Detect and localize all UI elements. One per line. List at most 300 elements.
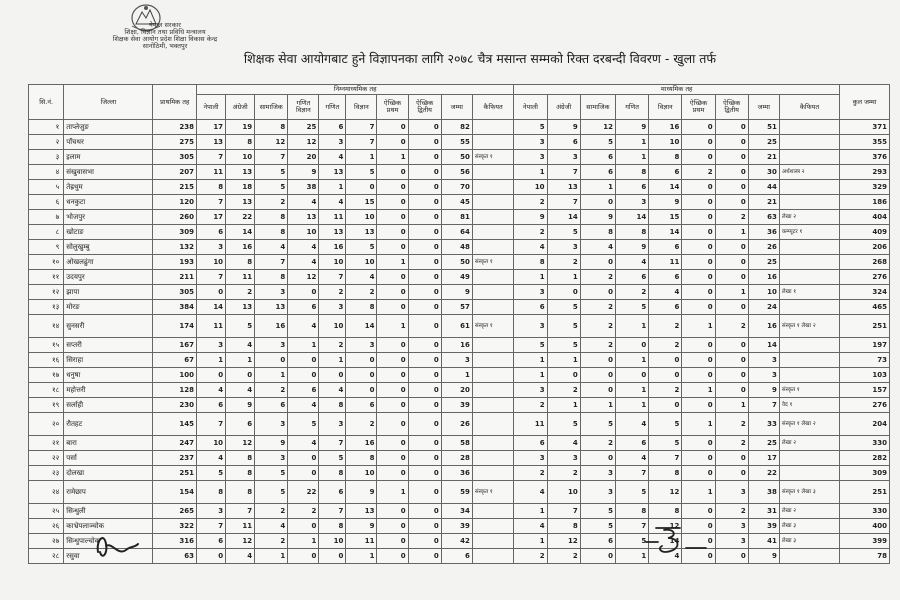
cell-secondary-value: 9 (616, 120, 649, 135)
cell-secondary-value: 14 (649, 180, 682, 195)
cell-secondary-value: 8 (649, 504, 682, 519)
cell-lower-value: 0 (408, 270, 441, 285)
cell-secondary-value: 30 (748, 165, 779, 180)
lower-secondary-group-header: निम्नमाध्यमिक तह (197, 85, 514, 95)
lower-subject-header: विज्ञान (346, 95, 377, 120)
cell-secondary-value: 1 (715, 285, 748, 300)
cell-primary: 215 (153, 180, 197, 195)
cell-secondary-value: 6 (649, 300, 682, 315)
cell-lower-value: 2 (255, 383, 288, 398)
cell-primary: 100 (153, 368, 197, 383)
cell-lower-value: 3 (197, 240, 226, 255)
cell-secondary-value: 14 (748, 338, 779, 353)
cell-lower-value: 0 (288, 451, 319, 466)
cell-primary: 247 (153, 436, 197, 451)
cell-lower-remark (472, 368, 514, 383)
cell-lower-value: 1 (288, 338, 319, 353)
cell-secondary-value: 2 (649, 315, 682, 338)
cell-secondary-value: 2 (580, 338, 615, 353)
cell-lower-value: 7 (197, 519, 226, 534)
cell-secondary-value: 4 (514, 481, 547, 504)
cell-lower-value: 0 (408, 519, 441, 534)
cell-primary: 316 (153, 534, 197, 549)
cell-district: सोलुखुम्बु (64, 240, 153, 255)
cell-district: महोत्तरी (64, 383, 153, 398)
cell-secondary-remark: संस्कृत १ (779, 383, 839, 398)
cell-primary: 260 (153, 210, 197, 225)
cell-secondary-remark (779, 255, 839, 270)
cell-secondary-remark (779, 195, 839, 210)
cell-lower-value: 16 (441, 338, 472, 353)
cell-secondary-value: 5 (580, 504, 615, 519)
cell-lower-value: 4 (288, 436, 319, 451)
cell-lower-value: 49 (441, 270, 472, 285)
cell-secondary-value: 8 (616, 165, 649, 180)
cell-lower-value: 0 (377, 413, 408, 436)
cell-lower-value: 12 (288, 135, 319, 150)
cell-lower-value: 0 (197, 549, 226, 564)
cell-lower-value: 1 (197, 353, 226, 368)
cell-lower-value: 0 (226, 368, 255, 383)
cell-secondary-value: 2 (715, 315, 748, 338)
cell-sn: १६ (29, 353, 64, 368)
cell-lower-value: 10 (346, 210, 377, 225)
cell-secondary-value: 5 (547, 315, 580, 338)
cell-secondary-value: 3 (514, 383, 547, 398)
cell-lower-value: 34 (441, 504, 472, 519)
cell-lower-value: 0 (408, 210, 441, 225)
cell-secondary-value: 6 (514, 436, 547, 451)
cell-secondary-value: 0 (547, 368, 580, 383)
cell-primary: 174 (153, 315, 197, 338)
cell-district: सिन्धुपाल्चोक (64, 534, 153, 549)
table-row (29, 368, 890, 383)
cell-lower-value: 0 (408, 504, 441, 519)
cell-secondary-value: 0 (580, 195, 615, 210)
cell-secondary-value: 2 (580, 270, 615, 285)
cell-secondary-value: 8 (514, 255, 547, 270)
cell-secondary-value: 0 (682, 534, 715, 549)
cell-secondary-value: 1 (682, 481, 715, 504)
cell-secondary-value: 9 (748, 383, 779, 398)
cell-district: सप्तरी (64, 338, 153, 353)
cell-secondary-value: 3 (547, 150, 580, 165)
cell-lower-value: 4 (226, 383, 255, 398)
cell-lower-value: 0 (377, 120, 408, 135)
cell-lower-remark (472, 300, 514, 315)
cell-grand-total: 197 (840, 338, 890, 353)
cell-lower-remark (472, 165, 514, 180)
cell-lower-value: 0 (377, 285, 408, 300)
table-row (29, 315, 890, 338)
lower-subject-header: कैफियत (472, 95, 514, 120)
cell-lower-value: 6 (346, 398, 377, 413)
secondary-subject-header: नेपाली (514, 95, 547, 120)
cell-lower-value: 0 (377, 270, 408, 285)
cell-sn: ७ (29, 210, 64, 225)
cell-secondary-remark: अर्थशास्त्र २ (779, 165, 839, 180)
col-grand-total-header: कुल जम्मा (840, 85, 890, 120)
lower-subject-header: अंग्रेजी (226, 95, 255, 120)
cell-secondary-value: 0 (682, 285, 715, 300)
cell-secondary-value: 0 (649, 398, 682, 413)
cell-lower-value: 0 (408, 150, 441, 165)
cell-secondary-value: 1 (616, 549, 649, 564)
cell-secondary-value: 0 (715, 120, 748, 135)
cell-lower-remark (472, 466, 514, 481)
table-row (29, 210, 890, 225)
cell-secondary-remark (779, 270, 839, 285)
cell-secondary-value: 4 (514, 240, 547, 255)
cell-secondary-value: 2 (715, 436, 748, 451)
cell-lower-value: 0 (319, 368, 346, 383)
cell-grand-total: 251 (840, 481, 890, 504)
cell-lower-value: 0 (377, 534, 408, 549)
cell-secondary-value: 1 (547, 353, 580, 368)
cell-secondary-value: 0 (682, 135, 715, 150)
cell-secondary-value: 0 (715, 353, 748, 368)
cell-grand-total: 404 (840, 210, 890, 225)
cell-lower-value: 3 (319, 413, 346, 436)
cell-secondary-value: 12 (649, 519, 682, 534)
cell-lower-value: 0 (288, 519, 319, 534)
cell-lower-value: 0 (377, 300, 408, 315)
cell-secondary-value: 2 (715, 504, 748, 519)
cell-secondary-value: 8 (616, 225, 649, 240)
cell-grand-total: 309 (840, 466, 890, 481)
cell-secondary-value: 2 (514, 466, 547, 481)
cell-secondary-value: 39 (748, 519, 779, 534)
cell-lower-remark (472, 120, 514, 135)
cell-secondary-value: 9 (649, 195, 682, 210)
cell-lower-value: 1 (377, 255, 408, 270)
cell-lower-remark (472, 225, 514, 240)
cell-lower-value: 16 (319, 240, 346, 255)
lower-subject-header: जम्मा (441, 95, 472, 120)
cell-secondary-value: 1 (616, 383, 649, 398)
cell-secondary-value: 33 (748, 413, 779, 436)
cell-district: इलाम (64, 150, 153, 165)
cell-secondary-value: 63 (748, 210, 779, 225)
cell-secondary-value: 2 (715, 413, 748, 436)
cell-lower-value: 16 (346, 436, 377, 451)
cell-lower-value: 5 (255, 180, 288, 195)
cell-lower-value: 4 (346, 270, 377, 285)
cell-district: झापा (64, 285, 153, 300)
cell-secondary-value: 41 (748, 534, 779, 549)
cell-district: सर्लाही (64, 398, 153, 413)
cell-secondary-value: 0 (682, 300, 715, 315)
cell-secondary-value: 1 (715, 225, 748, 240)
cell-lower-value: 10 (197, 436, 226, 451)
cell-primary: 384 (153, 300, 197, 315)
cell-lower-value: 8 (346, 300, 377, 315)
cell-secondary-value: 1 (682, 383, 715, 398)
cell-secondary-value: 25 (748, 436, 779, 451)
cell-lower-value: 14 (346, 315, 377, 338)
cell-district: ताप्लेजुङ (64, 120, 153, 135)
cell-secondary-value: 8 (649, 150, 682, 165)
cell-lower-value: 6 (255, 398, 288, 413)
cell-district: बारा (64, 436, 153, 451)
cell-lower-value: 0 (408, 180, 441, 195)
cell-lower-value: 10 (346, 255, 377, 270)
cell-lower-value: 55 (441, 135, 472, 150)
cell-lower-value: 8 (255, 270, 288, 285)
cell-lower-remark (472, 413, 514, 436)
cell-secondary-value: 6 (616, 270, 649, 285)
cell-lower-value: 4 (288, 315, 319, 338)
cell-lower-value: 0 (408, 534, 441, 549)
cell-secondary-value: 3 (580, 481, 615, 504)
cell-secondary-value: 1 (514, 270, 547, 285)
cell-lower-value: 8 (255, 120, 288, 135)
cell-lower-value: 5 (288, 413, 319, 436)
cell-secondary-value: 0 (682, 195, 715, 210)
cell-lower-value: 5 (197, 466, 226, 481)
cell-lower-value: 8 (226, 481, 255, 504)
cell-secondary-value: 2 (547, 383, 580, 398)
cell-lower-value: 0 (408, 338, 441, 353)
cell-lower-value: 1 (441, 368, 472, 383)
cell-lower-value: 6 (319, 120, 346, 135)
page-title: शिक्षक सेवा आयोगबाट हुने विज्ञापनका लागि २०७८ चैत्र मसान्त सम्मको रिक्त दरबन्दी विवरण - खुला तर्फ (243, 51, 717, 66)
table-row (29, 195, 890, 210)
table-row (29, 240, 890, 255)
cell-lower-value: 0 (377, 436, 408, 451)
cell-secondary-value: 3 (748, 353, 779, 368)
cell-lower-value: 22 (288, 481, 319, 504)
cell-secondary-value: 4 (547, 436, 580, 451)
cell-sn: १ (29, 120, 64, 135)
cell-secondary-value: 1 (514, 165, 547, 180)
cell-secondary-value: 2 (580, 315, 615, 338)
cell-secondary-remark: वेद १ (779, 398, 839, 413)
cell-secondary-value: 4 (616, 451, 649, 466)
cell-secondary-value: 38 (748, 481, 779, 504)
signature-left-icon (92, 522, 142, 564)
table-row (29, 165, 890, 180)
cell-lower-value: 0 (377, 519, 408, 534)
cell-lower-value: 0 (377, 353, 408, 368)
cell-secondary-value: 7 (547, 195, 580, 210)
cell-secondary-value: 12 (547, 534, 580, 549)
cell-secondary-remark (779, 368, 839, 383)
cell-sn: ९ (29, 240, 64, 255)
cell-lower-value: 3 (255, 338, 288, 353)
cell-lower-value: 10 (197, 255, 226, 270)
cell-secondary-value: 44 (748, 180, 779, 195)
cell-secondary-value: 12 (649, 481, 682, 504)
cell-district: उदयपुर (64, 270, 153, 285)
lower-subject-header: गणित विज्ञान (288, 95, 319, 120)
cell-secondary-value: 2 (547, 466, 580, 481)
cell-secondary-value: 9 (616, 240, 649, 255)
cell-sn: २० (29, 413, 64, 436)
cell-secondary-value: 14 (649, 225, 682, 240)
cell-lower-value: 2 (319, 285, 346, 300)
cell-lower-value: 0 (377, 368, 408, 383)
cell-lower-value: 4 (255, 519, 288, 534)
cell-lower-value: 2 (346, 285, 377, 300)
secondary-group-header: माध्यमिक तह (514, 85, 840, 95)
table-row (29, 398, 890, 413)
cell-lower-remark (472, 436, 514, 451)
cell-secondary-value: 1 (514, 353, 547, 368)
cell-secondary-value: 8 (580, 225, 615, 240)
cell-lower-remark (472, 270, 514, 285)
cell-secondary-value: 12 (580, 120, 615, 135)
secondary-subject-header: गणित (616, 95, 649, 120)
cell-lower-value: 13 (226, 195, 255, 210)
cell-secondary-value: 0 (547, 285, 580, 300)
cell-secondary-value: 2 (649, 383, 682, 398)
cell-district: रसुवा (64, 549, 153, 564)
cell-district: रामेछाप (64, 481, 153, 504)
lower-subject-header: ऐच्छिक प्रथम (377, 95, 408, 120)
cell-secondary-value: 1 (514, 504, 547, 519)
cell-sn: २ (29, 135, 64, 150)
cell-secondary-value: 3 (514, 285, 547, 300)
cell-lower-value: 0 (377, 165, 408, 180)
cell-lower-remark (472, 549, 514, 564)
cell-lower-value: 2 (255, 534, 288, 549)
cell-lower-value: 8 (319, 398, 346, 413)
cell-lower-value: 0 (197, 285, 226, 300)
cell-secondary-value: 0 (715, 270, 748, 285)
cell-lower-value: 25 (288, 120, 319, 135)
cell-secondary-value: 0 (682, 150, 715, 165)
cell-secondary-value: 31 (748, 504, 779, 519)
cell-secondary-value: 3 (514, 315, 547, 338)
cell-grand-total: 465 (840, 300, 890, 315)
cell-lower-value: 6 (441, 549, 472, 564)
cell-lower-value: 26 (441, 413, 472, 436)
cell-secondary-value: 0 (682, 451, 715, 466)
cell-secondary-value: 5 (616, 534, 649, 549)
cell-lower-value: 7 (319, 504, 346, 519)
cell-secondary-value: 0 (682, 398, 715, 413)
lower-subject-header: ऐच्छिक द्वितीय (408, 95, 441, 120)
cell-lower-remark (472, 135, 514, 150)
cell-district: तेह्रथुम (64, 180, 153, 195)
cell-lower-value: 5 (346, 240, 377, 255)
cell-secondary-value: 5 (580, 413, 615, 436)
cell-lower-value: 2 (226, 285, 255, 300)
cell-grand-total: 355 (840, 135, 890, 150)
cell-secondary-value: 51 (748, 120, 779, 135)
cell-secondary-value: 2 (580, 436, 615, 451)
table-row (29, 270, 890, 285)
cell-secondary-value: 0 (715, 255, 748, 270)
cell-secondary-value: 16 (748, 270, 779, 285)
cell-secondary-value: 14 (616, 210, 649, 225)
cell-secondary-value: 6 (580, 165, 615, 180)
cell-secondary-value: 1 (682, 315, 715, 338)
cell-lower-value: 9 (288, 165, 319, 180)
cell-secondary-value: 5 (547, 338, 580, 353)
table-row (29, 338, 890, 353)
cell-lower-value: 0 (377, 225, 408, 240)
cell-grand-total: 157 (840, 383, 890, 398)
cell-lower-value: 17 (197, 210, 226, 225)
cell-secondary-value: 4 (514, 519, 547, 534)
cell-lower-value: 7 (197, 270, 226, 285)
cell-secondary-value: 0 (649, 368, 682, 383)
cell-sn: १९ (29, 398, 64, 413)
cell-lower-value: 3 (319, 135, 346, 150)
cell-lower-value: 10 (346, 466, 377, 481)
cell-primary: 265 (153, 504, 197, 519)
cell-lower-value: 3 (346, 338, 377, 353)
secondary-subject-header: विज्ञान (649, 95, 682, 120)
cell-secondary-value: 2 (649, 338, 682, 353)
cell-secondary-value: 0 (682, 436, 715, 451)
cell-district: ओखलढुंगा (64, 255, 153, 270)
cell-lower-value: 2 (255, 195, 288, 210)
cell-secondary-value: 0 (616, 368, 649, 383)
vacancy-table (28, 84, 890, 564)
cell-lower-value: 9 (255, 436, 288, 451)
cell-secondary-value: 1 (616, 135, 649, 150)
cell-grand-total: 376 (840, 150, 890, 165)
cell-secondary-value: 5 (514, 120, 547, 135)
cell-sn: १८ (29, 383, 64, 398)
cell-lower-value: 61 (441, 315, 472, 338)
cell-secondary-remark: लेखा ३ (779, 534, 839, 549)
cell-lower-remark (472, 180, 514, 195)
cell-secondary-value: 1 (616, 398, 649, 413)
cell-lower-value: 7 (319, 436, 346, 451)
cell-lower-value: 0 (377, 135, 408, 150)
cell-lower-value: 13 (226, 300, 255, 315)
cell-secondary-remark (779, 338, 839, 353)
cell-lower-remark: संस्कृत १ (472, 255, 514, 270)
cell-sn: ४ (29, 165, 64, 180)
cell-lower-value: 0 (377, 210, 408, 225)
org-line-4: सानोठिमी, भक्तपुर (142, 42, 188, 50)
cell-lower-value: 12 (226, 534, 255, 549)
cell-secondary-remark (779, 549, 839, 564)
table-row (29, 413, 890, 436)
cell-lower-value: 2 (255, 504, 288, 519)
cell-secondary-value: 1 (616, 315, 649, 338)
cell-lower-remark (472, 398, 514, 413)
cell-lower-value: 39 (441, 398, 472, 413)
cell-secondary-value: 16 (748, 315, 779, 338)
cell-secondary-value: 8 (547, 519, 580, 534)
cell-sn: १४ (29, 315, 64, 338)
cell-grand-total: 409 (840, 225, 890, 240)
cell-lower-value: 0 (408, 451, 441, 466)
cell-grand-total: 276 (840, 270, 890, 285)
cell-lower-value: 8 (319, 519, 346, 534)
cell-grand-total: 371 (840, 120, 890, 135)
cell-lower-value: 8 (226, 135, 255, 150)
cell-secondary-value: 0 (715, 466, 748, 481)
cell-secondary-value: 3 (547, 240, 580, 255)
cell-secondary-value: 0 (715, 165, 748, 180)
cell-lower-value: 11 (226, 519, 255, 534)
col-primary-header: प्राथमिक तह (153, 85, 197, 120)
cell-grand-total: 206 (840, 240, 890, 255)
cell-lower-value: 1 (288, 534, 319, 549)
cell-lower-value: 0 (408, 300, 441, 315)
cell-lower-value: 0 (408, 240, 441, 255)
lower-subject-header: नेपाली (197, 95, 226, 120)
cell-lower-value: 4 (288, 195, 319, 210)
secondary-subject-header: कैफियत (779, 95, 839, 120)
